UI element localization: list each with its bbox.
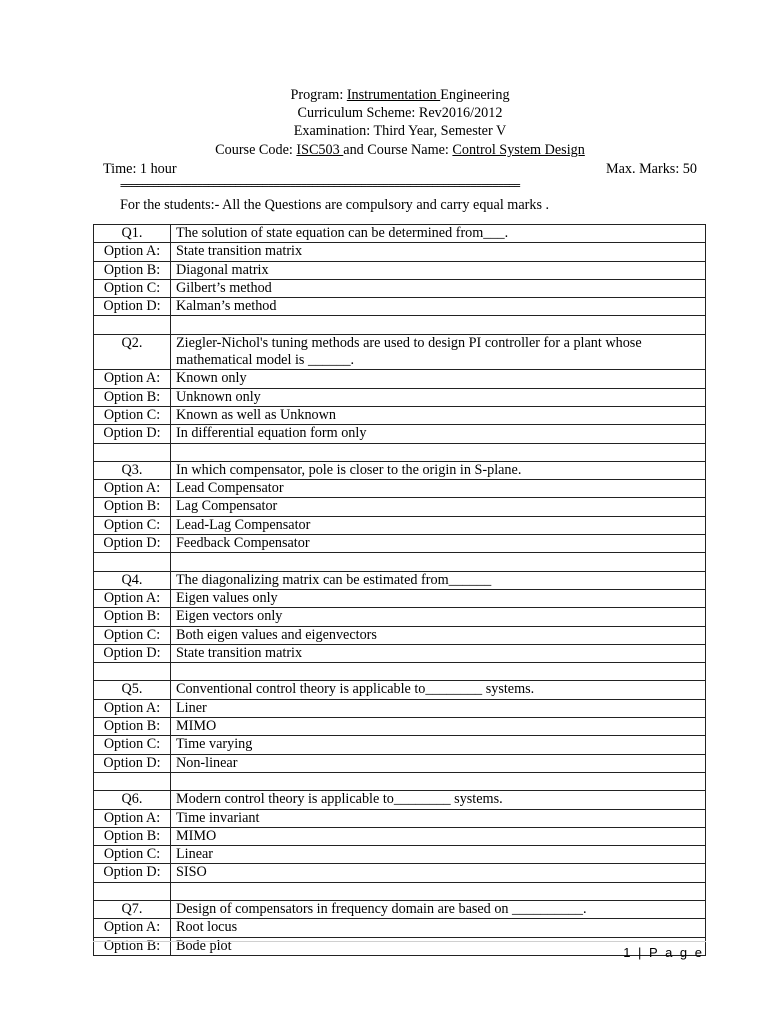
spacer-cell bbox=[171, 553, 706, 571]
option-label: Option B: bbox=[94, 608, 171, 626]
footer-divider bbox=[93, 941, 706, 942]
spacer-row bbox=[94, 663, 706, 681]
spacer-row bbox=[94, 772, 706, 790]
option-text: Both eigen values and eigenvectors bbox=[171, 626, 706, 644]
option-label: Option A: bbox=[94, 589, 171, 607]
option-label: Option A: bbox=[94, 480, 171, 498]
option-row bbox=[94, 480, 706, 498]
spacer-row bbox=[94, 553, 706, 571]
course-code-label: Course Code: bbox=[215, 142, 297, 158]
spacer-cell bbox=[171, 316, 706, 334]
option-row bbox=[94, 535, 706, 553]
option-label: Option D: bbox=[94, 864, 171, 882]
option-row bbox=[94, 589, 706, 607]
spacer-cell bbox=[171, 882, 706, 900]
question-table bbox=[93, 224, 706, 956]
program-label: Program: bbox=[290, 87, 347, 103]
option-label: Option A: bbox=[94, 243, 171, 261]
option-label: Option B: bbox=[94, 937, 171, 955]
option-text: Time invariant bbox=[171, 809, 706, 827]
option-text: Known as well as Unknown bbox=[171, 406, 706, 424]
spacer-cell bbox=[94, 772, 171, 790]
option-label: Option C: bbox=[94, 626, 171, 644]
question-row bbox=[94, 461, 706, 479]
spacer-cell bbox=[94, 443, 171, 461]
spacer-cell bbox=[171, 772, 706, 790]
page-number: 1 | P a g e bbox=[623, 945, 704, 960]
option-label: Option B: bbox=[94, 261, 171, 279]
option-text: Time varying bbox=[171, 736, 706, 754]
option-text: Root locus bbox=[171, 919, 706, 937]
option-row bbox=[94, 846, 706, 864]
option-label: Option D: bbox=[94, 644, 171, 662]
option-label: Option B: bbox=[94, 718, 171, 736]
option-label: Option C: bbox=[94, 406, 171, 424]
question-number: Q2. bbox=[94, 334, 171, 370]
option-text: Lag Compensator bbox=[171, 498, 706, 516]
option-row bbox=[94, 406, 706, 424]
option-row bbox=[94, 736, 706, 754]
exam-time: Time: 1 hour bbox=[103, 161, 177, 177]
option-row bbox=[94, 425, 706, 443]
option-label: Option C: bbox=[94, 846, 171, 864]
option-row bbox=[94, 279, 706, 297]
question-row bbox=[94, 225, 706, 243]
option-label: Option B: bbox=[94, 827, 171, 845]
option-row bbox=[94, 498, 706, 516]
question-row bbox=[94, 334, 706, 370]
option-label: Option B: bbox=[94, 498, 171, 516]
max-marks: Max. Marks: 50 bbox=[605, 161, 697, 177]
option-text: Diagonal matrix bbox=[171, 261, 706, 279]
option-row bbox=[94, 608, 706, 626]
question-text: Modern control theory is applicable to________ systems. bbox=[171, 791, 706, 809]
option-text: Kalman’s method bbox=[171, 298, 706, 316]
option-label: Option A: bbox=[94, 919, 171, 937]
option-row bbox=[94, 626, 706, 644]
option-label: Option A: bbox=[94, 809, 171, 827]
question-row bbox=[94, 791, 706, 809]
option-text: State transition matrix bbox=[171, 243, 706, 261]
option-text: Non-linear bbox=[171, 754, 706, 772]
spacer-cell bbox=[94, 553, 171, 571]
question-text: The diagonalizing matrix can be estimated from______ bbox=[171, 571, 706, 589]
option-row bbox=[94, 370, 706, 388]
question-number: Q6. bbox=[94, 791, 171, 809]
option-text: Eigen values only bbox=[171, 589, 706, 607]
question-text: The solution of state equation can be determined from___. bbox=[171, 225, 706, 243]
spacer-cell bbox=[171, 443, 706, 461]
option-text: Lead-Lag Compensator bbox=[171, 516, 706, 534]
spacer-row bbox=[94, 882, 706, 900]
option-text: Linear bbox=[171, 846, 706, 864]
spacer-cell bbox=[94, 882, 171, 900]
spacer-cell bbox=[171, 663, 706, 681]
option-text: Unknown only bbox=[171, 388, 706, 406]
option-row bbox=[94, 298, 706, 316]
option-row bbox=[94, 718, 706, 736]
question-number: Q4. bbox=[94, 571, 171, 589]
option-label: Option D: bbox=[94, 535, 171, 553]
option-label: Option C: bbox=[94, 736, 171, 754]
spacer-cell bbox=[94, 316, 171, 334]
option-label: Option A: bbox=[94, 370, 171, 388]
option-text: Liner bbox=[171, 699, 706, 717]
course-code-value: ISC503 bbox=[296, 142, 344, 158]
question-number: Q1. bbox=[94, 225, 171, 243]
option-row bbox=[94, 699, 706, 717]
course-name-label: and Course Name: bbox=[343, 142, 453, 158]
option-label: Option C: bbox=[94, 516, 171, 534]
question-text: Conventional control theory is applicable to________ systems. bbox=[171, 681, 706, 699]
option-row bbox=[94, 864, 706, 882]
course-name-value: Control System Design bbox=[452, 142, 585, 158]
option-row bbox=[94, 644, 706, 662]
option-label: Option D: bbox=[94, 754, 171, 772]
program-suffix: Engineering bbox=[440, 87, 510, 103]
option-row bbox=[94, 243, 706, 261]
instructions: For the students:- All the Questions are compulsory and carry equal marks . bbox=[120, 197, 550, 213]
program-line bbox=[0, 87, 770, 105]
option-text: Bode plot bbox=[171, 937, 706, 955]
option-text: In differential equation form only bbox=[171, 425, 706, 443]
option-row bbox=[94, 754, 706, 772]
question-row bbox=[94, 900, 706, 918]
question-row bbox=[94, 681, 706, 699]
option-text: Feedback Compensator bbox=[171, 535, 706, 553]
option-text: Gilbert’s method bbox=[171, 279, 706, 297]
option-text: Eigen vectors only bbox=[171, 608, 706, 626]
option-label: Option D: bbox=[94, 425, 171, 443]
question-number: Q7. bbox=[94, 900, 171, 918]
option-row bbox=[94, 388, 706, 406]
spacer-cell bbox=[94, 663, 171, 681]
question-text: In which compensator, pole is closer to the origin in S-plane. bbox=[171, 461, 706, 479]
option-row bbox=[94, 809, 706, 827]
option-row bbox=[94, 919, 706, 937]
examination-line: Examination: Third Year, Semester V bbox=[293, 123, 507, 139]
separator-line: ========================================================================= bbox=[120, 179, 520, 192]
option-text: SISO bbox=[171, 864, 706, 882]
option-text: Known only bbox=[171, 370, 706, 388]
option-label: Option B: bbox=[94, 388, 171, 406]
option-label: Option A: bbox=[94, 699, 171, 717]
option-text: MIMO bbox=[171, 827, 706, 845]
spacer-row bbox=[94, 316, 706, 334]
question-row bbox=[94, 571, 706, 589]
option-label: Option C: bbox=[94, 279, 171, 297]
option-row bbox=[94, 937, 706, 955]
question-text: Ziegler-Nichol's tuning methods are used to design PI controller for a plant whose mathematical model is ______. bbox=[171, 334, 706, 370]
question-text: Design of compensators in frequency domain are based on __________. bbox=[171, 900, 706, 918]
question-number: Q5. bbox=[94, 681, 171, 699]
course-line bbox=[0, 142, 770, 160]
option-row bbox=[94, 827, 706, 845]
option-text: Lead Compensator bbox=[171, 480, 706, 498]
time-marks-row bbox=[103, 161, 697, 179]
option-text: MIMO bbox=[171, 718, 706, 736]
question-number: Q3. bbox=[94, 461, 171, 479]
option-label: Option D: bbox=[94, 298, 171, 316]
spacer-row bbox=[94, 443, 706, 461]
option-row bbox=[94, 261, 706, 279]
program-value: Instrumentation bbox=[346, 87, 441, 103]
option-text: State transition matrix bbox=[171, 644, 706, 662]
option-row bbox=[94, 516, 706, 534]
curriculum-scheme: Curriculum Scheme: Rev2016/2012 bbox=[297, 105, 503, 121]
